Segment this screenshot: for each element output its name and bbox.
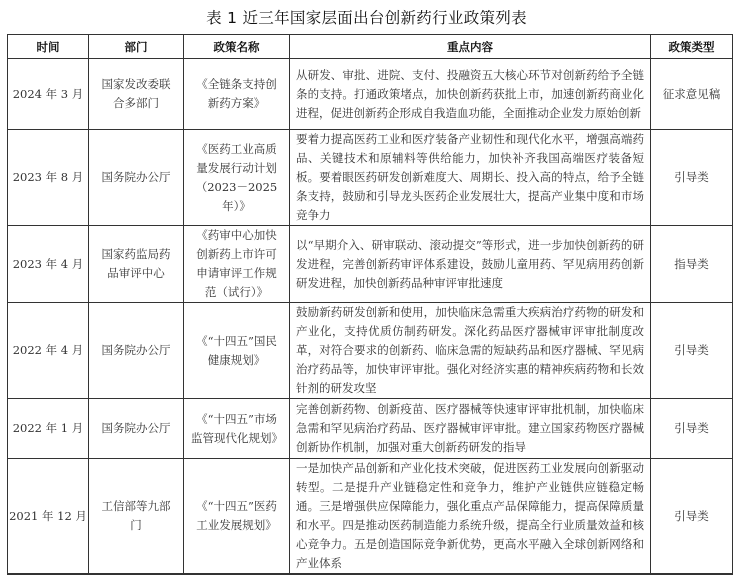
cell-department: 国家药监局药品审评中心	[89, 226, 184, 303]
cell-policy-type: 引导类	[651, 303, 733, 399]
cell-department: 工信部等九部门	[89, 459, 184, 575]
cell-time: 2022 年 4 月	[8, 303, 89, 399]
cell-time: 2022 年 1 月	[8, 399, 89, 459]
cell-policy-type: 指导类	[651, 226, 733, 303]
cell-time: 2021 年 12 月	[8, 459, 89, 575]
cell-time: 2023 年 4 月	[8, 226, 89, 303]
cell-policy-type: 引导类	[651, 459, 733, 575]
cell-policy-name: 《“十四五”市场监管现代化规划》	[184, 399, 290, 459]
table-row	[8, 59, 733, 130]
cell-policy-type: 引导类	[651, 399, 733, 459]
table-row	[8, 130, 733, 226]
table-row	[8, 303, 733, 399]
cell-policy-type: 引导类	[651, 130, 733, 226]
cell-department: 国务院办公厅	[89, 130, 184, 226]
cell-key-content: 鼓励新药研发创新和使用，加快临床急需重大疾病治疗药物的研发和产业化，支持优质仿制药研发。深化药品医疗器械审评审批制度改革，对符合要求的创新药、临床急需的短缺药品和医疗器械、罕见病治疗药品等，加快审评审批。强化对经济实惠的精神疾病药物和长效针剂的研发攻坚	[290, 303, 651, 399]
table-header-row	[8, 35, 733, 59]
cell-policy-name: 《“十四五”医药工业发展规划》	[184, 459, 290, 575]
cell-key-content: 完善创新药物、创新疫苗、医疗器械等快速审评审批机制，加快临床急需和罕见病治疗药品、医疗器械审评审批。建立国家药物医疗器械创新协作机制，加强对重大创新药研发的指导	[290, 399, 651, 459]
cell-policy-name: 《药审中心加快创新药上市许可申请审评工作规范（试行）》	[184, 226, 290, 303]
cell-policy-type: 征求意见稿	[651, 59, 733, 130]
header-key-content: 重点内容	[290, 35, 651, 59]
table-caption: 表 1 近三年国家层面出台创新药行业政策列表	[206, 9, 527, 27]
cell-department: 国家发改委联合多部门	[89, 59, 184, 130]
cell-key-content: 要着力提高医药工业和医疗装备产业韧性和现代化水平，增强高端药品、关键技术和原辅料等供给能力，加快补齐我国高端医疗装备短板。要着眼医药研发创新难度大、周期长、投入高的特点，给予全链条支持，鼓励和引导龙头医药企业发展壮大，提高产业集中度和市场竞争力	[290, 130, 651, 226]
table-row	[8, 226, 733, 303]
cell-key-content: 从研发、审批、进院、支付、投融资五大核心环节对创新药给予全链条的支持。打通政策堵点，加快创新药获批上市，加速创新药商业化进程，促进创新药企形成自我造血功能，全面推动企业发力原始创新	[290, 59, 651, 130]
header-policy-type: 政策类型	[651, 35, 733, 59]
policy-table	[7, 34, 733, 575]
cell-policy-name: 《全链条支持创新药方案》	[184, 59, 290, 130]
cell-time: 2024 年 3 月	[8, 59, 89, 130]
header-time: 时间	[8, 35, 89, 59]
cell-policy-name: 《“十四五”国民健康规划》	[184, 303, 290, 399]
cell-department: 国务院办公厅	[89, 303, 184, 399]
cell-department: 国务院办公厅	[89, 399, 184, 459]
cell-key-content: 以“早期介入、研审联动、滚动提交”等形式，进一步加快创新药的研发进程，完善创新药审评体系建设，鼓励儿童用药、罕见病用药创新研发进程，加快创新药品种审评审批速度	[290, 226, 651, 303]
table-row	[8, 399, 733, 459]
header-department: 部门	[89, 35, 184, 59]
cell-key-content: 一是加快产品创新和产业化技术突破，促进医药工业发展向创新驱动转型。二是提升产业链稳定性和竞争力，维护产业链供应链稳定畅通。三是增强供应保障能力，强化重点产品保障能力，提高保障质量和水平。四是推动医药制造能力系统升级，提高全行业质量效益和核心竞争力。五是创造国际竞争新优势，更高水平融入全球创新网络和产业体系	[290, 459, 651, 575]
header-policy-name: 政策名称	[184, 35, 290, 59]
cell-time: 2023 年 8 月	[8, 130, 89, 226]
cell-policy-name: 《医药工业高质量发展行动计划（2023－2025年）》	[184, 130, 290, 226]
